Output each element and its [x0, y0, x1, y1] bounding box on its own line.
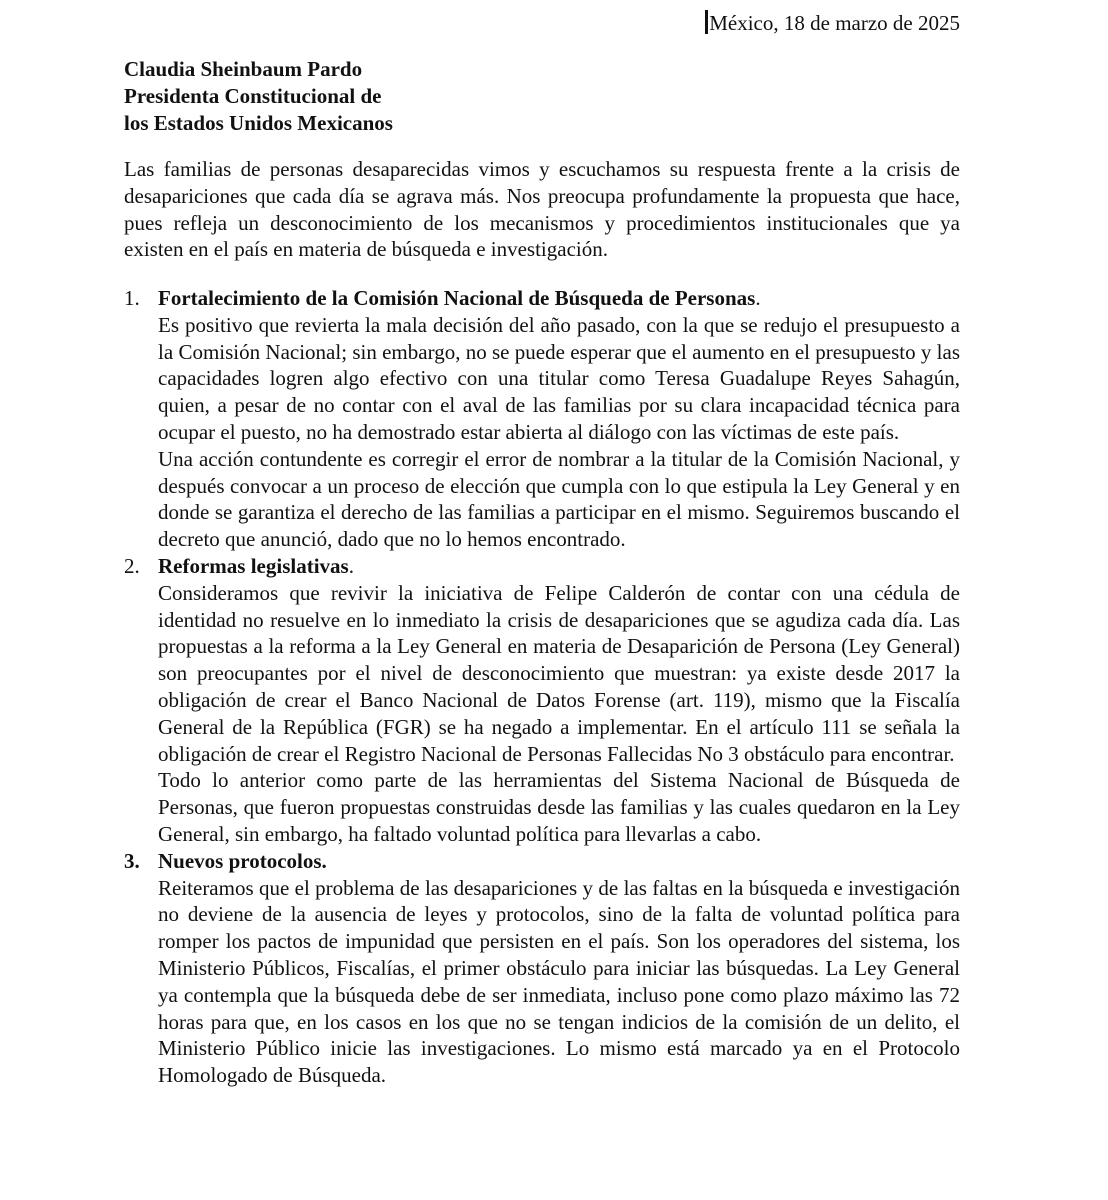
list-item-1 — [124, 285, 960, 553]
letter-date — [705, 10, 960, 37]
date-text: México, 18 de marzo de 2025 — [709, 11, 960, 35]
intro-paragraph: Las familias de personas desaparecidas vimos y escuchamos su respuesta frente a la crisis de desapariciones que cada día se agrava más. Nos preocupa profundamente la propuesta que hace, pues refleja un desconocimiento de los mecanismos y procedimientos institucionales que ya existen en el país en materia de búsqueda e investigación. — [124, 157, 960, 262]
item-heading-suffix: . — [348, 553, 354, 578]
item-paragraph: Es positivo que revierta la mala decisión del año pasado, con la que se redujo el presupuesto a la Comisión Nacional; sin embargo, no se puede esperar que el aumento en el presupuesto y las capacidades logren algo efectivo con una titular como Teresa Guadalupe Reyes Sahagún, quien, a pesar de no contar con el aval de las familias por su clara incapacidad técnica para ocupar el puesto, no ha demostrado estar abierta al diálogo con las víctimas de este país. — [158, 312, 960, 444]
numbered-list — [124, 285, 960, 1089]
item-heading: Fortalecimiento de la Comisión Nacional de Búsqueda de Personas — [158, 286, 756, 310]
recipient-title-line-2: los Estados Unidos Mexicanos — [124, 111, 393, 135]
item-paragraph: Una acción contundente es corregir el error de nombrar a la titular de la Comisión Nacional, y después convocar a un proceso de elección que cumpla con lo que estipula la Ley General y en donde se garantiza el derecho de las familias a participar en el mismo. Seguiremos buscando el decreto que anunció, dado que no lo hemos encontrado. — [158, 446, 960, 552]
item-heading: Reformas legislativas — [158, 553, 349, 578]
recipient-name: Claudia Sheinbaum Pardo — [124, 57, 363, 81]
item-paragraph: Consideramos que revivir la iniciativa de Felipe Calderón de contar con una cédula de identidad no resuelve en lo inmediato la crisis de desapariciones que se agudiza cada día. Las propuestas a la reforma a la Ley General en materia de Desaparición de Persona (Ley General) son preocupantes por el nivel de desconocimiento que muestran: ya existe desde 2017 la obligación de crear el Banco Nacional de Datos Forense (art. 119), mismo que la Fiscalía General de la República (FGR) se ha negado a implementar. En el artículo 111 se señala la obligación de crear el Registro Nacional de Personas Fallecidas No 3 obstáculo para encontrar. — [158, 580, 960, 766]
item-paragraph: Reiteramos que el problema de las desapariciones y de las faltas en la búsqueda e investigación no deviene de la ausencia de leyes y protocolos, sino de la falta de voluntad política para romper los pactos de impunidad que persisten en el país. Son los operadores del sistema, los Ministerio Públicos, Fiscalías, el primer obstáculo para iniciar las búsquedas. La Ley General ya contempla que la búsqueda debe de ser inmediata, incluso pone como plazo máximo las 72 horas para que, en los casos en los que no se tengan indicios de la comisión de un delito, el Ministerio Público inicie las investigaciones. Lo mismo está marcado ya en el Protocolo Homologado de Búsqueda. — [158, 875, 960, 1088]
item-heading: Nuevos protocolos. — [158, 848, 327, 873]
recipient-block — [124, 56, 393, 137]
item-number: 3. — [124, 848, 140, 873]
item-number: 1. — [124, 286, 140, 310]
list-item-3 — [124, 848, 960, 1089]
item-number: 2. — [124, 553, 140, 578]
text-cursor — [705, 10, 708, 34]
recipient-title-line-1: Presidenta Constitucional de — [124, 84, 382, 108]
item-heading-suffix: . — [755, 286, 761, 310]
item-paragraph: Todo lo anterior como parte de las herramientas del Sistema Nacional de Búsqueda de Personas, que fueron propuestas construidas desde las familias y las cuales quedaron en la Ley General, sin embargo, ha faltado voluntad política para llevarlas a cabo. — [158, 768, 960, 846]
list-item-2 — [124, 553, 960, 848]
